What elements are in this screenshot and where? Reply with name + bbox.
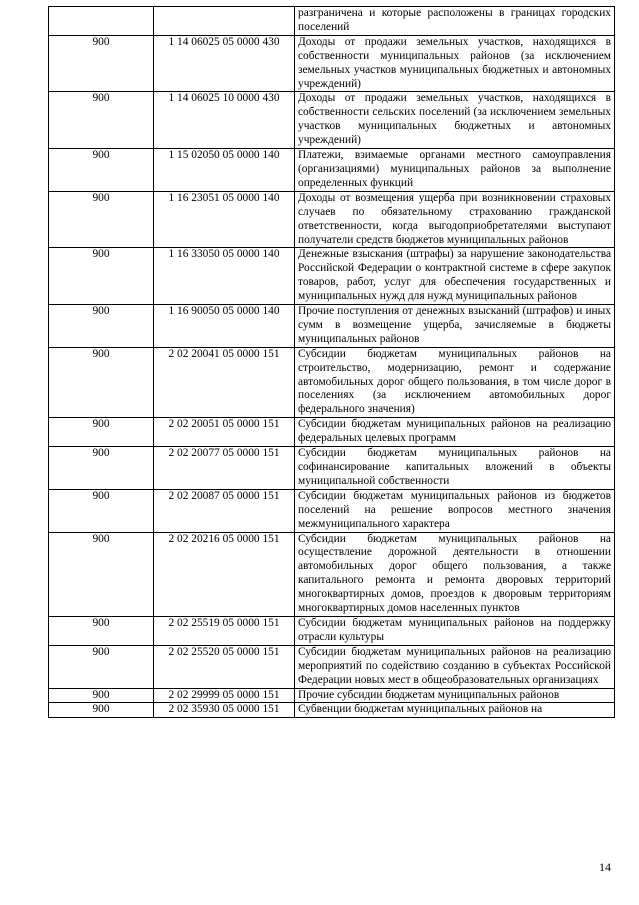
revenue-description-cell: Субсидии бюджетам муниципальных районов на поддержку отрасли культуры xyxy=(295,616,615,645)
budget-classification-code-cell: 2 02 20087 05 0000 151 xyxy=(154,489,295,532)
table-row xyxy=(49,7,615,36)
table-row xyxy=(49,92,615,149)
revenue-description-cell: Прочие субсидии бюджетам муниципальных районов xyxy=(295,688,615,703)
revenue-description-cell: Прочие поступления от денежных взысканий (штрафов) и иных сумм в возмещение ущерба, зачисляемые в бюджеты муниципальных районов xyxy=(295,305,615,348)
admin-code-cell: 900 xyxy=(49,703,154,718)
revenue-description-cell: Субсидии бюджетам муниципальных районов на строительство, модернизацию, ремонт и содержание автомобильных дорог общего пользования, в том числе дорог в поселениях (за исключением автомобильных дорог федерального значения) xyxy=(295,347,615,418)
revenue-description-cell: Субсидии бюджетам муниципальных районов из бюджетов поселений на решение вопросов местного значения межмуниципального характера xyxy=(295,489,615,532)
admin-code-cell: 900 xyxy=(49,35,154,92)
budget-classification-code-cell: 2 02 20077 05 0000 151 xyxy=(154,447,295,490)
budget-classification-code-cell: 2 02 20051 05 0000 151 xyxy=(154,418,295,447)
budget-classification-code-cell: 2 02 29999 05 0000 151 xyxy=(154,688,295,703)
budget-classification-code-cell xyxy=(154,7,295,36)
budget-classification-code-cell: 2 02 20041 05 0000 151 xyxy=(154,347,295,418)
table-row xyxy=(49,489,615,532)
admin-code-cell: 900 xyxy=(49,418,154,447)
budget-classification-code-cell: 2 02 25520 05 0000 151 xyxy=(154,645,295,688)
admin-code-cell: 900 xyxy=(49,447,154,490)
table-row xyxy=(49,616,615,645)
revenue-description-cell: Субсидии бюджетам муниципальных районов на софинансирование капитальных вложений в объекты муниципальной собственности xyxy=(295,447,615,490)
table-row xyxy=(49,418,615,447)
table-row xyxy=(49,703,615,718)
admin-code-cell xyxy=(49,7,154,36)
admin-code-cell: 900 xyxy=(49,688,154,703)
admin-code-cell: 900 xyxy=(49,92,154,149)
table-body xyxy=(49,7,615,718)
page-number: 14 xyxy=(599,860,611,874)
budget-classification-code-cell: 1 15 02050 05 0000 140 xyxy=(154,149,295,192)
admin-code-cell: 900 xyxy=(49,305,154,348)
budget-classification-code-cell: 1 14 06025 05 0000 430 xyxy=(154,35,295,92)
revenue-description-cell: Субсидии бюджетам муниципальных районов на осуществление дорожной деятельности в отношении автомобильных дорог общего пользования, а также капитального ремонта и ремонта дворовых территорий многоквартирных домов, проездов к дворовым территориям многоквартирных домов населенных пунктов xyxy=(295,532,615,616)
admin-code-cell: 900 xyxy=(49,248,154,305)
table-row xyxy=(49,645,615,688)
revenue-description-cell: Доходы от продажи земельных участков, находящихся в собственности сельских поселений (за исключением земельных участков муниципальных бюджетных и автономных учреждений) xyxy=(295,92,615,149)
budget-classification-code-cell: 1 16 23051 05 0000 140 xyxy=(154,191,295,248)
table-row xyxy=(49,532,615,616)
budget-classification-code-cell: 2 02 25519 05 0000 151 xyxy=(154,616,295,645)
revenue-description-cell: Субвенции бюджетам муниципальных районов на xyxy=(295,703,615,718)
budget-classification-code-cell: 1 16 90050 05 0000 140 xyxy=(154,305,295,348)
revenue-description-cell: Субсидии бюджетам муниципальных районов на реализацию федеральных целевых программ xyxy=(295,418,615,447)
revenue-description-cell: Доходы от продажи земельных участков, находящихся в собственности муниципальных районов (за исключением земельных участков муниципальных бюджетных и автономных учреждений) xyxy=(295,35,615,92)
table-row xyxy=(49,688,615,703)
budget-classification-code-cell: 1 16 33050 05 0000 140 xyxy=(154,248,295,305)
budget-classification-code-cell: 2 02 20216 05 0000 151 xyxy=(154,532,295,616)
admin-code-cell: 900 xyxy=(49,489,154,532)
admin-code-cell: 900 xyxy=(49,149,154,192)
admin-code-cell: 900 xyxy=(49,347,154,418)
revenue-description-cell: Доходы от возмещения ущерба при возникновении страховых случаев по обязательному страхованию гражданской ответственности, когда выгодоприобретателями выступают получатели средств бюджетов муниципальных районов xyxy=(295,191,615,248)
revenue-codes-table xyxy=(48,6,615,718)
table-row xyxy=(49,191,615,248)
table-row xyxy=(49,248,615,305)
admin-code-cell: 900 xyxy=(49,616,154,645)
table-row xyxy=(49,447,615,490)
table-row xyxy=(49,35,615,92)
admin-code-cell: 900 xyxy=(49,532,154,616)
revenue-description-cell: Субсидии бюджетам муниципальных районов на реализацию мероприятий по содействию созданию в субъектах Российской Федерации новых мест в общеобразовательных организациях xyxy=(295,645,615,688)
revenue-description-cell: разграничена и которые расположены в границах городских поселений xyxy=(295,7,615,36)
revenue-description-cell: Денежные взыскания (штрафы) за нарушение законодательства Российской Федерации о контрактной системе в сфере закупок товаров, работ, услуг для обеспечения государственных и муниципальных нужд для нужд муниципальных районов xyxy=(295,248,615,305)
budget-classification-code-cell: 1 14 06025 10 0000 430 xyxy=(154,92,295,149)
table-row xyxy=(49,305,615,348)
admin-code-cell: 900 xyxy=(49,645,154,688)
table-row xyxy=(49,149,615,192)
table-row xyxy=(49,347,615,418)
revenue-description-cell: Платежи, взимаемые органами местного самоуправления (организациями) муниципальных районов за выполнение определенных функций xyxy=(295,149,615,192)
admin-code-cell: 900 xyxy=(49,191,154,248)
budget-classification-code-cell: 2 02 35930 05 0000 151 xyxy=(154,703,295,718)
